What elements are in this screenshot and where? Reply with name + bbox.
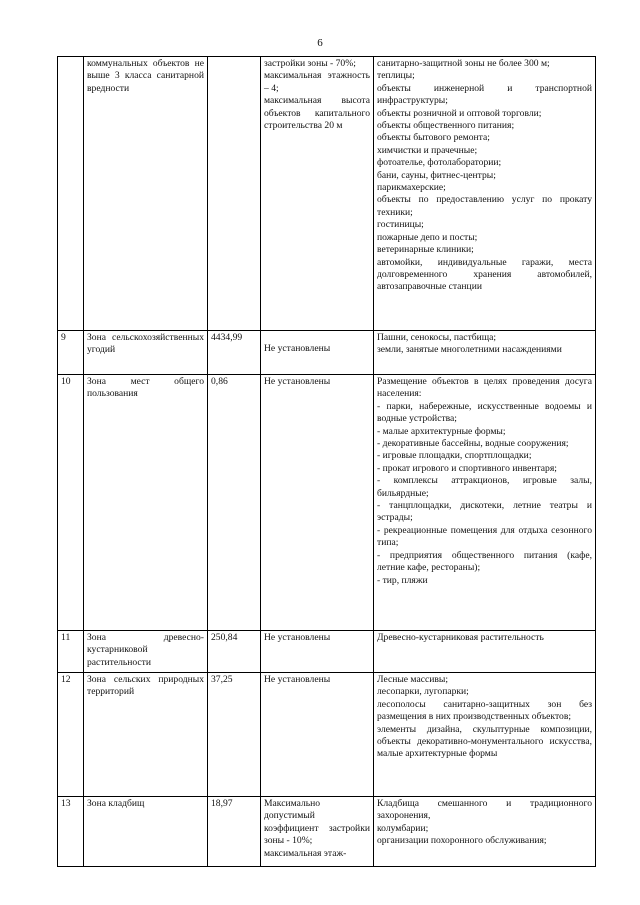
use-line: гостиницы; [377,219,424,231]
zone-name [84,631,208,673]
zone-name [84,797,208,867]
use-line: - парки, набережные, искусственные водоемы и водные устройства; [377,400,592,425]
table-row [58,331,596,375]
zone-params [261,331,374,375]
zone-name [84,331,208,375]
table-row [58,57,596,331]
use-line: автомойки, индивидуальные гаражи, места долговременного хранения автомобилей, автозаправочные станции [377,256,592,293]
use-line: - малые архитектурные формы; [377,425,506,437]
use-line: объекты инженерной и транспортной инфраструктуры; [377,82,592,107]
zone-uses [374,375,596,631]
use-line: теплицы; [377,70,415,82]
zone-params [261,57,374,331]
param-line: застройки зоны - 70%; [264,58,356,69]
use-line: Кладбища смешанного и традиционного захоронения, [377,798,592,822]
use-line: Лесные массивы; [377,674,448,685]
use-line: объекты общественного питания; [377,120,515,132]
zones-table [57,56,596,867]
zone-area [208,57,261,331]
use-line: санитарно-защитной зоны не более 300 м; [377,58,550,69]
zone-params [261,797,374,867]
use-line: - предприятия общественного питания (кафе, летние кафе, рестораны); [377,549,592,574]
zone-name-text: Зона сельскохозяйственных угодий [87,332,204,356]
zone-params [261,673,374,797]
zone-uses [374,797,596,867]
zone-area: 0,86 [208,375,261,631]
param-line: Не установлены [264,376,331,387]
zone-uses [374,631,596,673]
param-line: Не установлены [264,674,331,685]
param-line: максимальная этажность – 4; [264,70,370,94]
use-line: - декоративные бассейны, водные сооружения; [377,438,569,450]
table-row [58,375,596,631]
use-line: лесопарки, лугопарки; [377,686,469,698]
param-line: Не установлены [264,632,331,643]
use-line: ветеринарные клиники; [377,244,474,256]
zone-uses [374,331,596,375]
row-number: 13 [58,797,84,867]
use-line: объекты бытового ремонта; [377,132,490,144]
zone-name-text: Зона древесно-кустарниковой растительности [87,632,204,668]
use-line: фотоателье, фотолаборатории; [377,157,502,169]
use-line: пожарные депо и посты; [377,231,478,243]
use-line: элементы дизайна, скульптурные композиции, объекты декоративно-монументального искусства, малые архитектурные формы [377,723,592,760]
row-number: 10 [58,375,84,631]
use-line: организации похоронного обслуживания; [377,835,547,847]
zone-area: 4434,99 [208,331,261,375]
zone-uses [374,57,596,331]
use-line: парикмахерские; [377,182,446,194]
use-line: объекты по предоставлению услуг по прокату техники; [377,194,592,218]
zone-params [261,631,374,673]
table-row [58,797,596,867]
zone-name-text: Зона мест общего пользования [87,376,204,400]
table-row [58,673,596,797]
zone-name [84,673,208,797]
row-number: 12 [58,673,84,797]
use-line: лесополосы санитарно-защитных зон без размещения в них производственных объектов; [377,698,592,723]
use-line: бани, сауны, фитнес-центры; [377,169,496,181]
use-line: химчистки и прачечные; [377,144,478,156]
zone-name-text: Зона кладбищ [87,798,145,809]
param-line: максимальная этаж- [264,847,347,859]
use-line: - комплексы аттракционов, игровые залы, бильярдные; [377,475,592,499]
use-line: - прокат игрового и спортивного инвентаря; [377,462,557,474]
use-line: Пашни, сенокосы, пастбища; [377,332,497,343]
use-line: - танцплощадки, дискотеки, летние театры и эстрады; [377,500,592,524]
use-line: объекты розничной и оптовой торговли; [377,107,542,119]
zone-area: 37,25 [208,673,261,797]
row-number: 9 [58,331,84,375]
zone-name-text: коммунальных объектов не выше 3 класса санитарной вредности [87,58,204,94]
table-row [58,631,596,673]
use-line: Размещение объектов в целях проведения досуга населения: [377,376,592,400]
use-line: Древесно-кустарниковая растительность [377,632,544,643]
zone-name [84,57,208,331]
row-number [58,57,84,331]
zone-name-text: Зона сельских природных территорий [87,674,204,698]
use-line: земли, занятые многолетними насаждениями [377,344,562,356]
zone-area: 18,97 [208,797,261,867]
param-line: Не установлены [264,343,331,354]
zone-uses [374,673,596,797]
zone-area: 250,84 [208,631,261,673]
use-line: - рекреационные помещения для отдыха сезонного типа; [377,524,592,549]
use-line: - игровые площадки, спортплощадки; [377,450,532,462]
param-line: Максимально допустимый коэффициент застройки зоны - 10%; [264,798,370,847]
page-number: 6 [317,37,323,49]
zone-name [84,375,208,631]
zone-params [261,375,374,631]
use-line: колумбарии; [377,822,429,834]
use-line: - тир, пляжи [377,574,428,586]
param-line: максимальная высота объектов капитального строительства 20 м [264,95,370,132]
row-number: 11 [58,631,84,673]
